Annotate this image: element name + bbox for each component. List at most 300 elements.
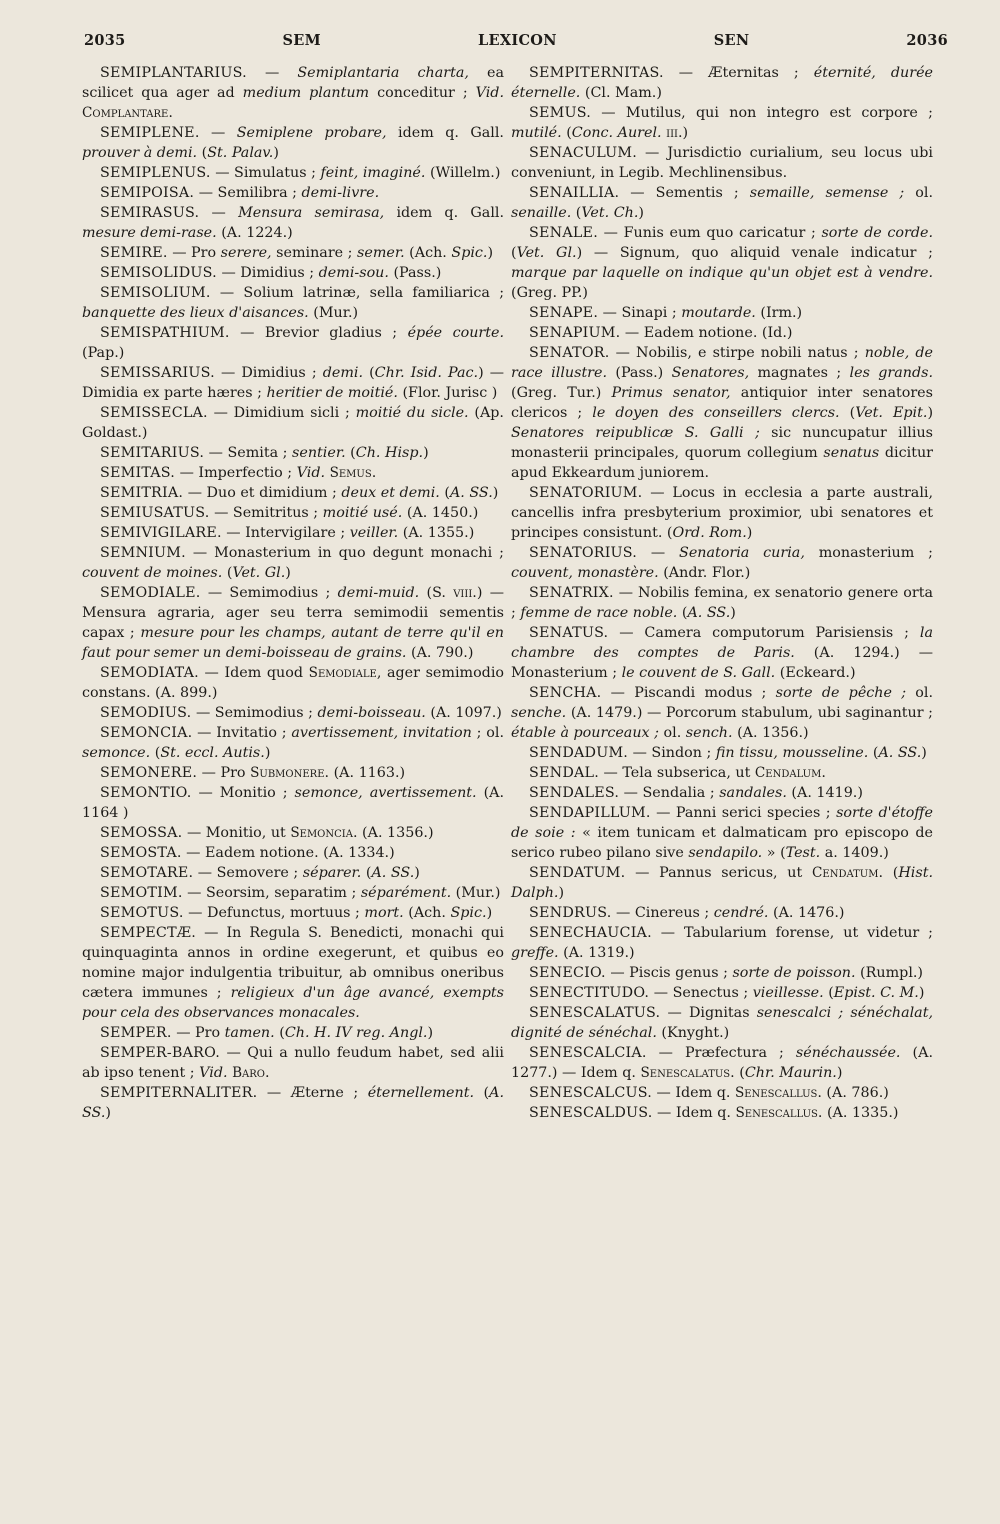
entry-gloss-italic: demi-muid. bbox=[337, 585, 420, 601]
dictionary-entry bbox=[82, 243, 504, 263]
entry-gloss-italic: A. SS. bbox=[371, 865, 415, 881]
entry-gloss-italic: A. SS. bbox=[82, 1085, 505, 1121]
entry-gloss-italic: St. Palav. bbox=[207, 145, 274, 161]
entry-text: — Panni serici species ; bbox=[656, 805, 837, 821]
entry-text: — Defunctus, mortuus ; bbox=[188, 905, 365, 921]
entry-text: (Irm.) bbox=[755, 305, 803, 321]
entry-text: — Solium latrinæ, sella familiarica ; bbox=[219, 285, 505, 301]
dictionary-entry bbox=[82, 283, 504, 323]
entry-gloss-italic: senche. bbox=[511, 705, 567, 721]
entry-text: — Duo et dimidium ; bbox=[187, 485, 342, 501]
entry-gloss-italic: Vet. Gl. bbox=[516, 245, 577, 261]
entry-headword: SEMISSECLA. bbox=[100, 405, 208, 421]
entry-gloss-italic: sorte d'étoffe de soie : bbox=[511, 805, 934, 841]
entry-text: ) bbox=[427, 1025, 434, 1041]
entry-text: ( bbox=[363, 365, 375, 381]
entry-gloss-italic: sendapilo. bbox=[688, 845, 763, 861]
entry-text: ( bbox=[839, 405, 856, 421]
entry-text: monasterium ; bbox=[804, 545, 933, 561]
entry-headword: SENESCALATUS. bbox=[529, 1005, 661, 1021]
entry-gloss-italic: mort. bbox=[364, 905, 404, 921]
entry-text: . (A. 1163.) bbox=[324, 765, 406, 781]
entry-text: ( bbox=[439, 485, 450, 501]
entry-text: ol. bbox=[904, 185, 933, 201]
entry-cross-reference: Senescallus bbox=[734, 1085, 818, 1101]
entry-headword: SENESCALDUS. bbox=[529, 1105, 653, 1121]
entry-text: — Semimodius ; bbox=[195, 705, 318, 721]
entry-text: — Nobilis, e stirpe nobili natus ; bbox=[615, 345, 865, 361]
entry-text: — Præfectura ; bbox=[658, 1045, 796, 1061]
entry-gloss-italic: Senatores, bbox=[671, 365, 750, 381]
entry-text: — Simulatus ; bbox=[215, 165, 321, 181]
entry-headword: SENDAPILLUM. bbox=[529, 805, 651, 821]
dictionary-entry bbox=[511, 783, 933, 803]
entry-text: .) bbox=[678, 125, 689, 141]
entry-text: — Semovere ; bbox=[197, 865, 303, 881]
entry-gloss-italic: la chambre des comptes de Paris. bbox=[511, 625, 934, 661]
entry-text: ea scilicet qua ager ad bbox=[82, 65, 504, 101]
entry-gloss-italic: Vid. bbox=[296, 465, 326, 481]
dictionary-entry bbox=[511, 583, 933, 623]
entry-text: — Eadem notione. (Id.) bbox=[624, 325, 793, 341]
entry-gloss-italic: religieux d'un âge avancé, exempts pour cela des observances monacales. bbox=[82, 985, 504, 1021]
entry-text: — Jurisdictio curialium, seu locus ubi conveniunt, in Legib. Mechlinensibus. bbox=[511, 145, 933, 181]
entry-text: . (A. 786.) bbox=[817, 1085, 889, 1101]
entry-headword: SEMONCIA. bbox=[100, 725, 193, 741]
entry-headword: SENESCALCUS. bbox=[529, 1085, 652, 1101]
entry-gloss-italic: Chr. Maurin. bbox=[744, 1065, 837, 1081]
dictionary-entry bbox=[82, 403, 504, 443]
entry-text: ( bbox=[868, 745, 879, 761]
entry-gloss-italic: demi. bbox=[322, 365, 364, 381]
dictionary-entry bbox=[82, 1023, 504, 1043]
entry-text: ) bbox=[921, 745, 927, 761]
entry-text: idem q. Gall. bbox=[384, 205, 505, 221]
entry-text: , ager semimodio constans. (A. 899.) bbox=[82, 665, 505, 701]
entry-headword: SENECIO. bbox=[529, 965, 606, 981]
dictionary-entry bbox=[511, 923, 933, 963]
entry-headword: SEMIPLANTARIUS. bbox=[100, 65, 247, 81]
entry-text: . ( bbox=[730, 1065, 745, 1081]
entry-gloss-italic: Spic. bbox=[450, 905, 487, 921]
entry-gloss-italic: heritier de moitié. bbox=[266, 385, 398, 401]
dictionary-entry bbox=[82, 723, 504, 763]
entry-headword: SENATUS. bbox=[529, 625, 609, 641]
entry-text: ( bbox=[274, 1025, 285, 1041]
dictionary-entry bbox=[82, 363, 504, 403]
entry-text: ) bbox=[927, 405, 934, 421]
entry-headword: SEMOSTA. bbox=[100, 845, 182, 861]
entry-text: — Idem q. bbox=[657, 1105, 736, 1121]
entry-text: ( bbox=[474, 1085, 490, 1101]
entry-text: . (A. 1335.) bbox=[817, 1105, 899, 1121]
entry-text: (A. 790.) bbox=[406, 645, 474, 661]
entry-gloss-italic: Ch. Hisp. bbox=[355, 445, 424, 461]
entry-gloss-italic: demi-livre. bbox=[301, 185, 380, 201]
entry-headword: SEMONERE. bbox=[100, 765, 198, 781]
dictionary-entry bbox=[82, 583, 504, 663]
entry-gloss-italic: semonce, avertissement. bbox=[294, 785, 477, 801]
entry-gloss-italic: éternité, durée éternelle. bbox=[511, 65, 933, 101]
entry-cross-reference: Semoncia bbox=[290, 825, 353, 841]
dictionary-entry bbox=[511, 103, 933, 143]
entry-text: — bbox=[264, 65, 298, 81]
entry-gloss-italic: Ord. Rom. bbox=[672, 525, 747, 541]
entry-text: ) — Signum, quo aliquid venale indicatur ; bbox=[576, 245, 933, 261]
dictionary-entry bbox=[511, 543, 933, 583]
entry-text: — Locus in ecclesia a parte australi, cancellis infra presbyterium proximior, ubi senatores et principes consistunt. ( bbox=[511, 485, 934, 541]
entry-text: . bbox=[821, 765, 826, 781]
entry-gloss-italic: medium plantum bbox=[242, 85, 370, 101]
entry-gloss-italic: senatus bbox=[823, 445, 880, 461]
entry-text: ol. bbox=[658, 725, 686, 741]
entry-headword: SENAILLIA. bbox=[529, 185, 620, 201]
entry-text: — Piscandi modus ; bbox=[610, 685, 776, 701]
heading-left: SEM bbox=[282, 32, 322, 49]
entry-gloss-italic: senescalci ; bbox=[756, 1005, 844, 1021]
entry-headword: SEMPITERNALITER. bbox=[100, 1085, 258, 1101]
entry-gloss-italic: demi-sou. bbox=[318, 265, 389, 281]
entry-headword: SENECHAUCIA. bbox=[529, 925, 652, 941]
entry-headword: SENACULUM. bbox=[529, 145, 637, 161]
entry-text: — Sementis ; bbox=[630, 185, 750, 201]
entry-gloss-italic: demi-boisseau. bbox=[317, 705, 426, 721]
entry-text: antiquior inter senatores clericos ; bbox=[511, 385, 933, 421]
entry-text: — Nobilis femina, ex senatorio genere orta ; bbox=[511, 585, 933, 621]
dictionary-entry bbox=[511, 1083, 933, 1103]
entry-gloss-italic: A. SS. bbox=[449, 485, 493, 501]
entry-text: sic nuncupatur illius monasterii principales, quorum collegium bbox=[511, 425, 934, 461]
dictionary-entry bbox=[82, 503, 504, 523]
entry-text: (A. 1319.) bbox=[558, 945, 635, 961]
entry-headword: SEMOTIM. bbox=[100, 885, 183, 901]
entry-gloss-italic: semonce. bbox=[82, 745, 151, 761]
dictionary-entry bbox=[82, 1043, 504, 1083]
entry-gloss-italic: étable à pourceaux ; bbox=[511, 725, 659, 741]
entry-gloss-italic: Senatores reipublicæ S. Galli ; bbox=[511, 425, 760, 441]
entry-text: .) — Mensura agraria, ager seu terra semimodii sementis capax ; bbox=[82, 585, 504, 641]
entry-headword: SEMPER. bbox=[100, 1025, 172, 1041]
entry-headword: SEMITRIA. bbox=[100, 485, 184, 501]
dictionary-entry bbox=[511, 983, 933, 1003]
entry-headword: SENATRIX. bbox=[529, 585, 614, 601]
entry-text: (A. 1294.) — Monasterium ; bbox=[511, 645, 934, 681]
entry-text: (A. 1224.) bbox=[216, 225, 293, 241]
entry-headword: SEMOTUS. bbox=[100, 905, 184, 921]
entry-headword: SENECTITUDO. bbox=[529, 985, 650, 1001]
entry-text: ( bbox=[197, 145, 208, 161]
entry-text: (Willelm.) bbox=[425, 165, 501, 181]
dictionary-entry bbox=[82, 63, 504, 123]
entry-text: — Funis eum quo caricatur ; bbox=[603, 225, 822, 241]
entry-headword: SENDRUS. bbox=[529, 905, 612, 921]
entry-text: (Pass.) bbox=[388, 265, 442, 281]
entry-text: (Pass.) bbox=[607, 365, 672, 381]
dictionary-entry bbox=[82, 263, 504, 283]
entry-text: (A. 1097.) bbox=[425, 705, 502, 721]
dictionary-entry bbox=[511, 483, 933, 543]
entry-text: ; ol. bbox=[471, 725, 504, 741]
entry-gloss-italic: couvent, monastère. bbox=[511, 565, 659, 581]
entry-cross-reference: Baro bbox=[232, 1065, 265, 1081]
entry-headword: SEMIPLENUS. bbox=[100, 165, 211, 181]
entry-text: — bbox=[211, 125, 237, 141]
entry-gloss-italic: greffe. bbox=[511, 945, 559, 961]
heading-right: SEN bbox=[713, 32, 750, 49]
entry-gloss-italic: mesure pour les champs, autant de terre qu'il en faut pour semer un demi-boisseau de grains. bbox=[82, 625, 504, 661]
entry-text: (A. 1419.) bbox=[786, 785, 863, 801]
entry-text: — Invitatio ; bbox=[197, 725, 292, 741]
dictionary-entry bbox=[511, 1103, 933, 1123]
entry-gloss-italic: Conc. Aurel. bbox=[571, 125, 662, 141]
entry-text: ) bbox=[423, 445, 429, 461]
entry-text: idem q. Gall. bbox=[386, 125, 504, 141]
entry-headword: SEMUS. bbox=[529, 105, 591, 121]
entry-cross-reference: Senescallus bbox=[735, 1105, 818, 1121]
entry-text: seminare ; bbox=[271, 245, 358, 261]
entry-text: — Eadem notione. (A. 1334.) bbox=[186, 845, 395, 861]
entry-text: (A. 1277.) — Idem q. bbox=[511, 1045, 933, 1081]
entry-text: (A. 1450.) bbox=[402, 505, 479, 521]
entry-gloss-italic: Primus senator, bbox=[611, 385, 731, 401]
entry-text: — Semitritus ; bbox=[214, 505, 323, 521]
entry-text: (A. 1476.) bbox=[768, 905, 845, 921]
entry-headword: SEMOSSA. bbox=[100, 825, 183, 841]
entry-text: — bbox=[211, 205, 239, 221]
entry-headword: SENALE. bbox=[529, 225, 598, 241]
entry-headword: SENESCALCIA. bbox=[529, 1045, 647, 1061]
entry-gloss-italic: couvent de moines. bbox=[82, 565, 223, 581]
entry-text: ( bbox=[150, 745, 161, 761]
entry-text: ) bbox=[285, 565, 291, 581]
entry-gloss-italic: sentier. bbox=[292, 445, 346, 461]
page-number-right: 2036 bbox=[906, 32, 948, 49]
entry-headword: SEMIVIGILARE. bbox=[100, 525, 222, 541]
entry-gloss-italic: séparément. bbox=[360, 885, 452, 901]
entry-text: ( bbox=[571, 205, 582, 221]
dictionary-entry bbox=[82, 863, 504, 883]
entry-text: ) bbox=[918, 985, 925, 1001]
entry-text: (A. 1164 ) bbox=[82, 785, 505, 821]
dictionary-entry bbox=[82, 843, 504, 863]
entry-text: ) bbox=[836, 1065, 843, 1081]
entry-text: — Monasterium in quo degunt monachi ; bbox=[192, 545, 504, 561]
entry-gloss-italic: sorte de corde. bbox=[821, 225, 933, 241]
entry-text: a. 1409.) bbox=[820, 845, 889, 861]
entry-gloss-italic: St. eccl. Autis. bbox=[160, 745, 265, 761]
entry-text: — Imperfectio ; bbox=[179, 465, 297, 481]
entry-text: ) bbox=[414, 865, 420, 881]
entry-text: ) — Dimidia ex parte hæres ; bbox=[82, 365, 505, 401]
entry-text: — Semilibra ; bbox=[198, 185, 302, 201]
entry-gloss-italic: Epist. C. M. bbox=[833, 985, 919, 1001]
entry-text: ) bbox=[638, 205, 644, 221]
dictionary-entry bbox=[82, 163, 504, 183]
entry-headword: SENAPIUM. bbox=[529, 325, 621, 341]
entry-gloss-italic: Semiplantaria charta, bbox=[297, 65, 469, 81]
dictionary-entry bbox=[511, 803, 933, 863]
entry-text: (Ap. Goldast.) bbox=[82, 405, 504, 441]
entry-text: — Senectus ; bbox=[653, 985, 753, 1001]
entry-text: « item tunicam et dalmaticam pro episcopo de serico rubeo pilano sive bbox=[511, 825, 934, 861]
entry-gloss-italic: moitié usé. bbox=[322, 505, 403, 521]
entry-gloss-italic: les grands. bbox=[849, 365, 934, 381]
entry-gloss-italic: serere, bbox=[220, 245, 272, 261]
entry-headword: SENDALES. bbox=[529, 785, 620, 801]
dictionary-entry bbox=[82, 483, 504, 503]
entry-text: — Idem quod bbox=[204, 665, 309, 681]
entry-text: dicitur apud Ekkeardum juniorem. bbox=[511, 445, 933, 481]
entry-gloss-italic: séparer. bbox=[302, 865, 362, 881]
entry-headword: SENDATUM. bbox=[529, 865, 626, 881]
entry-gloss-italic: Semiplene probare, bbox=[236, 125, 387, 141]
entry-text: ( bbox=[222, 565, 233, 581]
entry-text: — Æternitas ; bbox=[678, 65, 814, 81]
entry-text: ) bbox=[558, 885, 565, 901]
entry-text: (Flor. Jurisc ) bbox=[397, 385, 498, 401]
dictionary-entry bbox=[511, 143, 933, 183]
entry-text: — Dimidium sicli ; bbox=[213, 405, 356, 421]
entry-text: — Dimidius ; bbox=[221, 265, 319, 281]
dictionary-entry bbox=[82, 463, 504, 483]
entry-text: . (A. 1356.) bbox=[352, 825, 434, 841]
dictionary-entry bbox=[82, 923, 504, 1023]
entry-text: (Mur.) bbox=[451, 885, 501, 901]
entry-headword: SEMONTIO. bbox=[100, 785, 192, 801]
entry-text: — Pro bbox=[176, 1025, 225, 1041]
entry-text: (Greg. Tur.) bbox=[511, 385, 612, 401]
entry-text: — Pannus sericus, ut bbox=[635, 865, 812, 881]
entry-text: ( bbox=[511, 245, 517, 261]
entry-gloss-italic: sénéchaussée. bbox=[795, 1045, 901, 1061]
entry-headword: SEMIPLENE. bbox=[100, 125, 200, 141]
entry-gloss-italic: prouver à demi. bbox=[82, 145, 198, 161]
entry-text: (Cl. Mam.) bbox=[580, 85, 662, 101]
entry-text: (Mur.) bbox=[308, 305, 359, 321]
entry-gloss-italic: noble, de race illustre. bbox=[511, 345, 933, 381]
page-title: LEXICON bbox=[477, 32, 557, 49]
entry-text: — Monitio, ut bbox=[186, 825, 291, 841]
entry-gloss-italic: mutilé. bbox=[511, 125, 562, 141]
entry-text: (S. bbox=[419, 585, 454, 601]
dictionary-entry bbox=[82, 523, 504, 543]
entry-headword: SEMOTARE. bbox=[100, 865, 194, 881]
entry-text: ( bbox=[677, 605, 688, 621]
entry-text: (Andr. Flor.) bbox=[658, 565, 751, 581]
entry-headword: SENATORIUS. bbox=[529, 545, 638, 561]
entry-gloss-italic: moutarde. bbox=[681, 305, 756, 321]
entry-text: (Knyght.) bbox=[656, 1025, 730, 1041]
left-column bbox=[82, 63, 504, 1123]
entry-gloss-italic: moitié du sicle. bbox=[355, 405, 469, 421]
entry-headword: SEMISOLIUM. bbox=[100, 285, 211, 301]
entry-headword: SEMITAS. bbox=[100, 465, 176, 481]
entry-gloss-italic: Vet. Gl. bbox=[232, 565, 286, 581]
entry-text: ( bbox=[561, 125, 572, 141]
dictionary-entry bbox=[511, 1043, 933, 1083]
entry-text: — Pro bbox=[172, 245, 221, 261]
entry-headword: SENATOR. bbox=[529, 345, 610, 361]
entry-headword: SEMPITERNITAS. bbox=[529, 65, 664, 81]
dictionary-entry bbox=[511, 63, 933, 103]
entry-headword: SEMIPOISA. bbox=[100, 185, 195, 201]
entry-text: conceditur ; bbox=[369, 85, 476, 101]
entry-headword: SEMODIATA. bbox=[100, 665, 199, 681]
entry-cross-reference: Senescalatus bbox=[640, 1065, 731, 1081]
entry-gloss-italic: sorte de pêche ; bbox=[775, 685, 907, 701]
entry-headword: SENDADUM. bbox=[529, 745, 629, 761]
entry-gloss-italic: A. SS. bbox=[878, 745, 922, 761]
entry-cross-reference: Semodiale bbox=[308, 665, 377, 681]
dictionary-entry bbox=[82, 903, 504, 923]
entry-gloss-italic: mesure demi-rase. bbox=[82, 225, 217, 241]
entry-text: — Æterne ; bbox=[266, 1085, 368, 1101]
entry-text: — Sinapi ; bbox=[602, 305, 682, 321]
dictionary-entry bbox=[82, 663, 504, 703]
entry-text: — Brevior gladius ; bbox=[240, 325, 408, 341]
entry-gloss-italic: le couvent de S. Gall. bbox=[621, 665, 776, 681]
entry-gloss-italic: veiller. bbox=[349, 525, 399, 541]
entry-text: ) bbox=[486, 905, 493, 921]
entry-text: ( bbox=[361, 865, 372, 881]
entry-text: — Intervigilare ; bbox=[226, 525, 350, 541]
dictionary-entry bbox=[82, 823, 504, 843]
entry-headword: SEMNIUM. bbox=[100, 545, 186, 561]
entry-cross-reference: viii bbox=[453, 585, 473, 601]
entry-text: — Dimidius ; bbox=[220, 365, 323, 381]
entry-text: » ( bbox=[762, 845, 786, 861]
entry-gloss-italic: Chr. Isid. Pac. bbox=[374, 365, 479, 381]
entry-gloss-italic: Hist. Dalph. bbox=[511, 865, 933, 901]
dictionary-entry bbox=[511, 343, 933, 483]
entry-text: — Pro bbox=[201, 765, 251, 781]
entry-text: (A. 1355.) bbox=[398, 525, 475, 541]
entry-text: ) bbox=[492, 485, 499, 501]
entry-gloss-italic: Test. bbox=[785, 845, 821, 861]
dictionary-entry bbox=[82, 123, 504, 163]
dictionary-entry bbox=[511, 683, 933, 743]
entry-text: ) bbox=[273, 145, 279, 161]
entry-gloss-italic: semer. bbox=[357, 245, 405, 261]
entry-gloss-italic: deux et demi. bbox=[341, 485, 440, 501]
entry-gloss-italic: marque par laquelle on indique qu'un objet est à vendre. bbox=[511, 265, 933, 281]
entry-gloss-italic: Mensura semirasa, bbox=[238, 205, 385, 221]
dictionary-entry bbox=[82, 203, 504, 243]
entry-headword: SEMISSARIUS. bbox=[100, 365, 215, 381]
entry-headword: SENAPE. bbox=[529, 305, 599, 321]
entry-gloss-italic: Vid. bbox=[475, 85, 504, 101]
entry-text: (Ach. bbox=[404, 245, 452, 261]
entry-gloss-italic: banquette des lieux d'aisances. bbox=[82, 305, 309, 321]
entry-gloss-italic: sandales. bbox=[719, 785, 787, 801]
entry-text: (Greg. PP.) bbox=[511, 285, 588, 301]
entry-gloss-italic: Spic. bbox=[451, 245, 488, 261]
page-number-left: 2035 bbox=[84, 32, 126, 49]
entry-text: . bbox=[265, 1065, 270, 1081]
entry-text: — Tabularium forense, ut videtur ; bbox=[660, 925, 934, 941]
entry-gloss-italic: femme de race noble. bbox=[520, 605, 678, 621]
dictionary-entry bbox=[511, 743, 933, 763]
entry-gloss-italic: tamen. bbox=[224, 1025, 275, 1041]
entry-gloss-italic: le doyen des conseillers clercs. bbox=[592, 405, 840, 421]
entry-headword: SEMIRE. bbox=[100, 245, 168, 261]
entry-cross-reference: Cendatum bbox=[812, 865, 879, 881]
entry-headword: SENDAL. bbox=[529, 765, 599, 781]
right-column bbox=[511, 63, 933, 1123]
entry-cross-reference: Submonere bbox=[250, 765, 325, 781]
dictionary-entry bbox=[511, 763, 933, 783]
entry-gloss-italic: feint, imaginé. bbox=[320, 165, 426, 181]
